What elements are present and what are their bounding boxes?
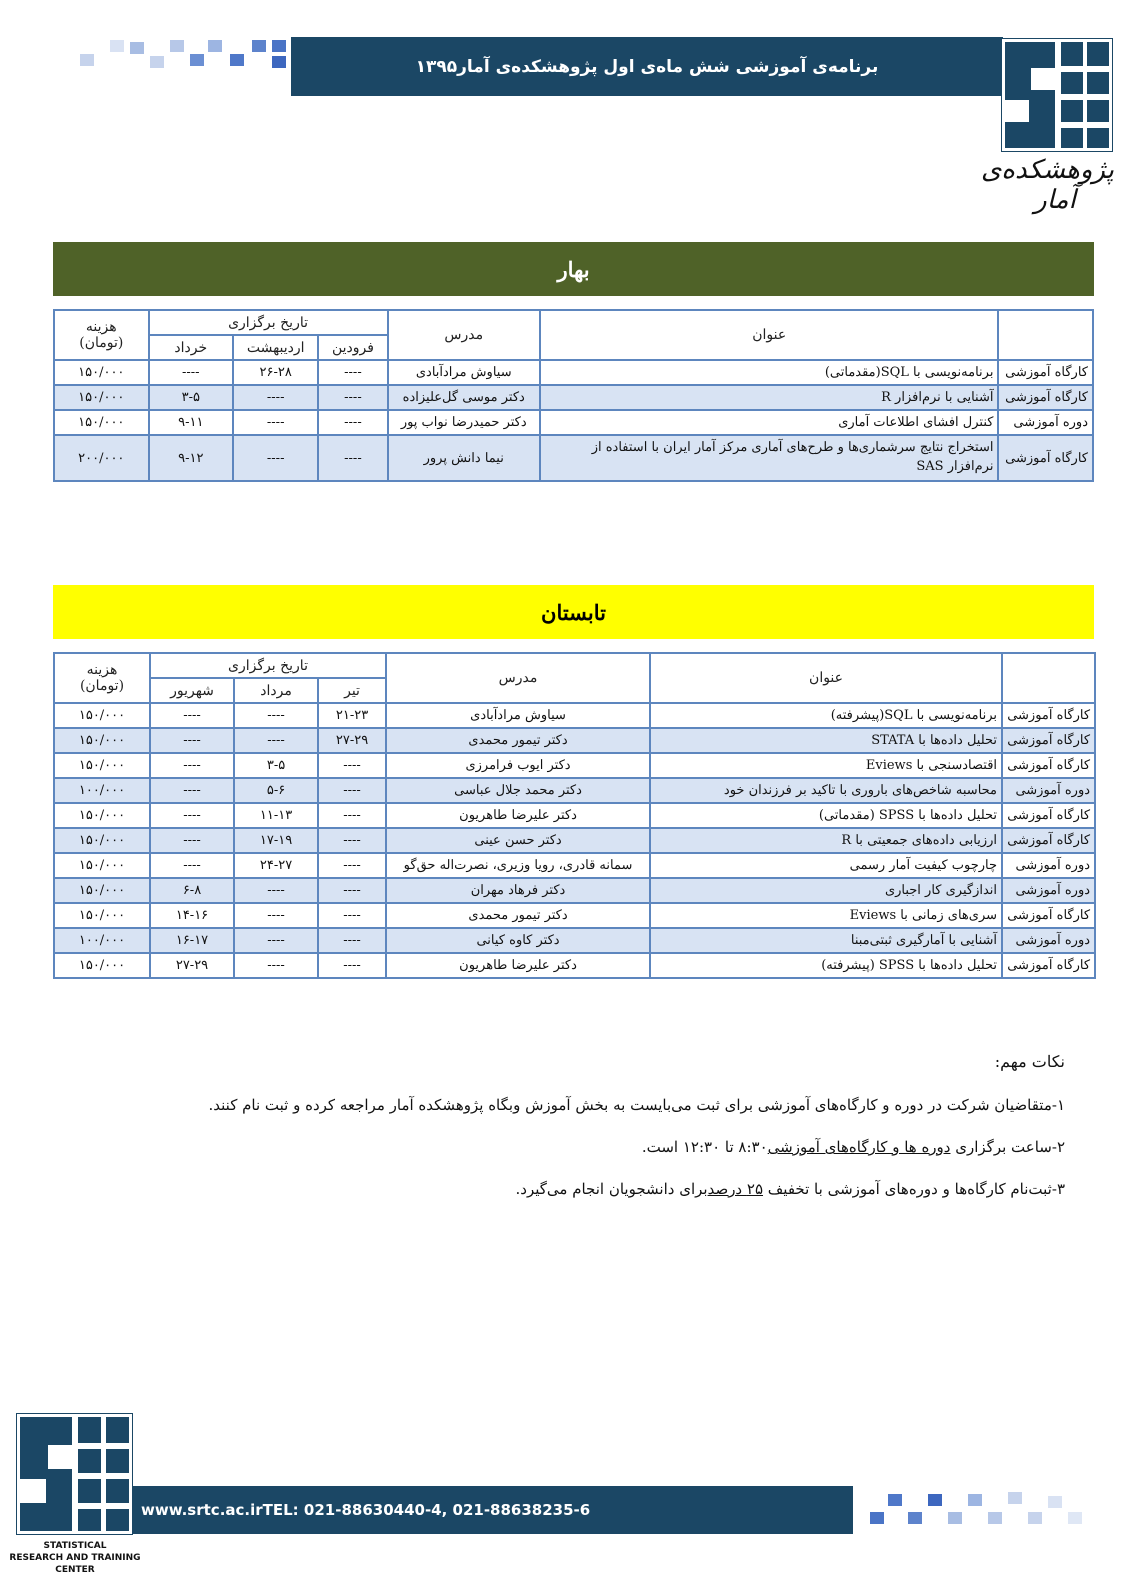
row-title: تحلیل داده‌ها با SPSS (مقدماتی) [650,803,1002,828]
cost-unit: (تومان) [79,335,124,351]
row-month2: ---- [233,410,318,435]
month-header: مرداد [234,678,318,703]
row-instructor: دکتر ایوب فرامرزی [386,753,650,778]
row-month3: ۱۶-۱۷ [150,928,234,953]
row-month3: ---- [150,703,234,728]
note-2-underlined: دوره ها و کارگاه‌های آموزشی [767,1138,951,1156]
row-title: کنترل افشای اطلاعات آماری [540,410,998,435]
row-instructor: سیاوش مرادآبادی [386,703,650,728]
row-instructor: دکتر موسی گل‌علیزاده [388,385,540,410]
row-month3: ۱۴-۱۶ [150,903,234,928]
table-row [54,385,1093,410]
row-month1: ---- [318,410,387,435]
note-1: ۱-متقاضیان شرکت در دوره و کارگاه‌های آموزشی برای ثبت می‌بایست به بخش آموزش وبگاه پژوهشکده آمار مراجعه کرده و ثبت نام کنند. [208,1096,1065,1114]
row-type: کارگاه آموزشی [998,385,1093,410]
row-month2: ---- [233,385,318,410]
row-month3: ۹-۱۱ [149,410,233,435]
footer-org-name [8,1540,142,1576]
row-type: کارگاه آموزشی [1002,828,1095,853]
row-month2: ---- [234,903,318,928]
note-2 [200,1136,1065,1159]
row-cost: ۱۵۰/۰۰۰ [54,828,150,853]
row-cost: ۱۵۰/۰۰۰ [54,703,150,728]
header-decoration [80,36,290,76]
col-date-header: تاریخ برگزاری [150,653,386,678]
row-cost: ۱۵۰/۰۰۰ [54,853,150,878]
col-type-header [1002,653,1095,703]
row-cost: ۲۰۰/۰۰۰ [54,435,149,481]
table-row [54,728,1095,753]
row-instructor: دکتر حمیدرضا نواب پور [388,410,540,435]
row-month2: ---- [234,953,318,978]
row-month1: ---- [318,953,386,978]
row-month1: ---- [318,878,386,903]
footer-decoration [870,1490,1100,1530]
row-type: کارگاه آموزشی [1002,753,1095,778]
row-month1: ---- [318,853,386,878]
row-instructor: دکتر علیرضا طاهریون [386,803,650,828]
table-row [54,360,1093,385]
table-row [54,435,1093,481]
table-row [54,953,1095,978]
row-cost: ۱۰۰/۰۰۰ [54,928,150,953]
month-header: خرداد [149,335,233,360]
row-month1: ---- [318,385,387,410]
row-title: اقتصادسنجی با Eviews [650,753,1002,778]
row-month2: ---- [233,435,318,481]
row-instructor: دکتر تیمور محمدی [386,903,650,928]
summer-label: تابستان [541,599,606,625]
row-month1: ---- [318,828,386,853]
row-instructor: دکتر تیمور محمدی [386,728,650,753]
table-row [54,878,1095,903]
col-date-header: تاریخ برگزاری [149,310,388,335]
table-row [54,703,1095,728]
notes-heading: نکات مهم: [994,1052,1065,1071]
logo-caption: پژوهشکده‌ی آمار [980,155,1114,215]
row-month2: ۳-۵ [234,753,318,778]
footer-srtc-logo [16,1413,133,1535]
col-title-header: عنوان [650,653,1002,703]
table-row [54,853,1095,878]
row-month2: ۱۱-۱۳ [234,803,318,828]
row-month1: ---- [318,435,387,481]
row-month3: ---- [150,853,234,878]
row-title: چارچوب کیفیت آمار رسمی [650,853,1002,878]
row-title: تحلیل داده‌ها با STATA [650,728,1002,753]
month-header: تیر [318,678,386,703]
table-row [54,828,1095,853]
row-type: دوره آموزشی [1002,853,1095,878]
srtc-logo [1001,38,1113,152]
row-month3: ---- [149,360,233,385]
note-3-start: ۳-ثبت‌نام کارگاه‌ها و دوره‌های آموزشی با تخفیف [763,1180,1065,1198]
spring-table [53,309,1094,482]
note-3-end: برای دانشجویان انجام می‌گیرد. [515,1180,708,1198]
row-month1: ---- [318,778,386,803]
row-month2: ۲۴-۲۷ [234,853,318,878]
row-month3: ---- [150,828,234,853]
row-month1: ---- [318,360,387,385]
row-type: کارگاه آموزشی [1002,803,1095,828]
row-month3: ۹-۱۲ [149,435,233,481]
row-month2: ۵-۶ [234,778,318,803]
footer-contact-bar [133,1486,853,1534]
row-month2: ---- [234,703,318,728]
row-cost: ۱۵۰/۰۰۰ [54,878,150,903]
row-title: اندازگیری کار اجباری [650,878,1002,903]
row-title: تحلیل داده‌ها با SPSS (پیشرفته) [650,953,1002,978]
row-instructor: سمانه قادری، رویا وزیری، نصرت‌اله حق‌گو [386,853,650,878]
row-instructor: دکتر فرهاد مهران [386,878,650,903]
row-title: استخراج نتایج سرشماری‌ها و طرح‌های آماری مرکز آمار ایران با استفاده از نرم‌افزار SAS [540,435,998,481]
table-row [54,903,1095,928]
row-type: کارگاه آموزشی [1002,903,1095,928]
row-month1: ---- [318,928,386,953]
row-title: سری‌های زمانی با Eviews [650,903,1002,928]
cost-label: هزینه [85,319,117,335]
row-type: دوره آموزشی [998,410,1093,435]
footer-contact: www.srtc.ac.irTEL: 021-88630440-4, 021-88638235-6 [141,1501,591,1519]
row-month3: ---- [150,778,234,803]
row-cost: ۱۰۰/۰۰۰ [54,778,150,803]
row-month3: ۳-۵ [149,385,233,410]
summer-section-bar [53,585,1094,639]
row-title: ارزیابی داده‌های جمعیتی با R [650,828,1002,853]
row-cost: ۱۵۰/۰۰۰ [54,903,150,928]
month-header: شهریور [150,678,234,703]
row-title: برنامه‌نویسی با SQL(پیشرفته) [650,703,1002,728]
row-type: کارگاه آموزشی [1002,728,1095,753]
org-line: STATISTICAL [43,1541,107,1551]
row-month3: ---- [150,803,234,828]
row-type: کارگاه آموزشی [1002,703,1095,728]
row-title: محاسبه شاخص‌های باروری با تاکید بر فرزندان خود [650,778,1002,803]
row-month1: ۲۱-۲۳ [318,703,386,728]
row-instructor: دکتر علیرضا طاهریون [386,953,650,978]
cost-label: هزینه [86,662,118,678]
note-2-end: ۸:۳۰ تا ۱۲:۳۰ است. [641,1138,768,1156]
summer-table [53,652,1096,979]
row-type: کارگاه آموزشی [998,360,1093,385]
row-month2: ---- [234,928,318,953]
table-row [54,753,1095,778]
row-cost: ۱۵۰/۰۰۰ [54,728,150,753]
row-title: آشنایی با نرم‌افزار R [540,385,998,410]
row-month2: ---- [234,878,318,903]
org-line: RESEARCH AND TRAINING [9,1553,141,1563]
row-cost: ۱۵۰/۰۰۰ [54,410,149,435]
note-2-start: ۲-ساعت برگزاری [950,1138,1065,1156]
row-month1: ---- [318,803,386,828]
row-month3: ۲۷-۲۹ [150,953,234,978]
row-cost: ۱۵۰/۰۰۰ [54,753,150,778]
month-header: اردیبهشت [233,335,318,360]
row-instructor: دکتر محمد جلال عباسی [386,778,650,803]
row-title: برنامه‌نویسی با SQL(مقدماتی) [540,360,998,385]
table-row [54,778,1095,803]
col-instructor-header: مدرس [388,310,540,360]
row-type: کارگاه آموزشی [1002,953,1095,978]
row-type: دوره آموزشی [1002,928,1095,953]
row-type: دوره آموزشی [1002,878,1095,903]
row-month2: ۲۶-۲۸ [233,360,318,385]
org-line: CENTER [55,1565,95,1575]
row-cost: ۱۵۰/۰۰۰ [54,360,149,385]
row-month3: ---- [150,753,234,778]
row-month2: ---- [234,728,318,753]
row-instructor: دکتر حسن عینی [386,828,650,853]
row-cost: ۱۵۰/۰۰۰ [54,803,150,828]
col-type-header [998,310,1093,360]
row-month3: ۶-۸ [150,878,234,903]
row-cost: ۱۵۰/۰۰۰ [54,385,149,410]
note-3 [200,1178,1065,1201]
header-title: برنامه‌ی آموزشی شش ماه‌ی اول پژوهشکده‌ی آمار۱۳۹۵ [415,56,879,77]
row-instructor: دکتر کاوه کیانی [386,928,650,953]
col-cost-header [54,310,149,360]
cost-unit: (تومان) [79,678,125,694]
col-instructor-header: مدرس [386,653,650,703]
header-banner [291,37,1003,96]
row-month1: ---- [318,903,386,928]
month-header: فرودین [318,335,387,360]
row-type: کارگاه آموزشی [998,435,1093,481]
row-instructor: سیاوش مرادآبادی [388,360,540,385]
col-cost-header [54,653,150,703]
row-instructor: نیما دانش پرور [388,435,540,481]
spring-section-bar [53,242,1094,296]
row-type: دوره آموزشی [1002,778,1095,803]
note-3-underlined: ۲۵ درصد [707,1180,764,1198]
spring-label: بهار [557,256,590,282]
col-title-header: عنوان [540,310,998,360]
table-row [54,928,1095,953]
row-month1: ۲۷-۲۹ [318,728,386,753]
row-cost: ۱۵۰/۰۰۰ [54,953,150,978]
row-month3: ---- [150,728,234,753]
row-title: آشنایی با آمارگیری ثبتی‌مبنا [650,928,1002,953]
table-row [54,803,1095,828]
table-row [54,410,1093,435]
row-month1: ---- [318,753,386,778]
row-month2: ۱۷-۱۹ [234,828,318,853]
